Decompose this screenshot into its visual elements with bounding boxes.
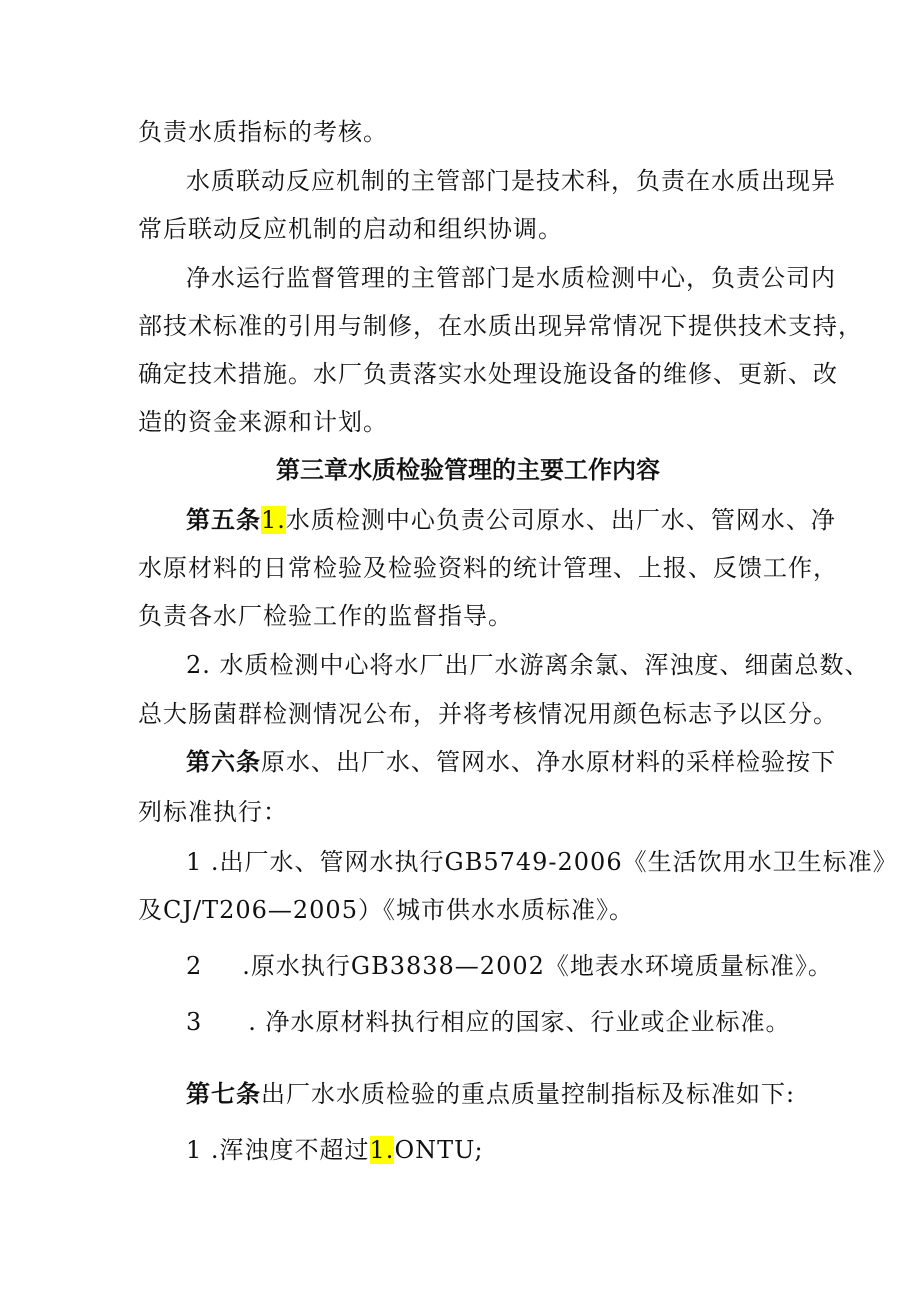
list-text: ONTU;	[394, 1136, 484, 1164]
article-text: 原水、出厂水、管网水、净水原材料的采样检验按下	[261, 748, 836, 776]
paragraph-line: 总大肠菌群检测情况公布，并将考核情况用颜色标志予以区分。	[138, 700, 838, 728]
article-label: 第五条	[186, 505, 261, 534]
article-text: 出厂水水质检验的重点质量控制指标及标准如下:	[261, 1080, 796, 1108]
paragraph-line: 水原材料的日常检验及检验资料的统计管理、上报、反馈工作，	[138, 554, 838, 582]
list-number: 3	[186, 1008, 203, 1036]
paragraph-line: 确定技术措施。水厂负责落实水处理设施设备的维修、更新、改	[138, 360, 838, 388]
article-6-line-1	[186, 746, 836, 778]
paragraph-line: 列标准执行：	[138, 798, 288, 826]
list-text: .原水执行GB3838—2002《地表水环境质量标准》。	[242, 952, 833, 980]
article-label: 第七条	[186, 1079, 261, 1108]
paragraph-line: 造的资金来源和计划。	[138, 408, 388, 436]
list-text: 1 .浑浊度不超过	[186, 1136, 370, 1164]
article-7-line-1	[186, 1078, 795, 1110]
chapter-heading: 第三章水质检验管理的主要工作内容	[276, 455, 660, 484]
list-item: 1 .出厂水、管网水执行GB5749-2006《生活饮用水卫生标准》	[186, 848, 898, 876]
article-5-line-1	[186, 504, 836, 536]
paragraph-line: 部技术标准的引用与制修，在水质出现异常情况下提供技术支持，	[138, 312, 863, 340]
list-item	[186, 950, 833, 982]
list-item	[186, 1006, 791, 1038]
article-text: 水质检测中心负责公司原水、出厂水、管网水、净	[285, 506, 836, 534]
highlighted-number: 1.	[369, 1136, 395, 1164]
paragraph-line: 净水运行监督管理的主管部门是水质检测中心，负责公司内	[186, 264, 836, 292]
paragraph-line: 常后联动反应机制的启动和组织协调。	[138, 215, 563, 243]
paragraph-line: 2. 水质检测中心将水厂出厂水游离余氯、浑浊度、细菌总数、	[186, 651, 870, 679]
list-item	[186, 1134, 484, 1166]
article-label: 第六条	[186, 747, 261, 776]
paragraph-line: 及CJ/T206—2005）《城市供水水质标准》。	[138, 896, 634, 924]
paragraph-line: 负责各水厂检验工作的监督指导。	[138, 602, 513, 630]
paragraph-line: 负责水质指标的考核。	[138, 118, 388, 146]
list-number: 2	[186, 952, 203, 980]
paragraph-line: 水质联动反应机制的主管部门是技术科，负责在水质出现异	[186, 167, 836, 195]
highlighted-number: 1.	[261, 506, 286, 534]
list-text: . 净水原材料执行相应的国家、行业或企业标准。	[248, 1008, 791, 1036]
